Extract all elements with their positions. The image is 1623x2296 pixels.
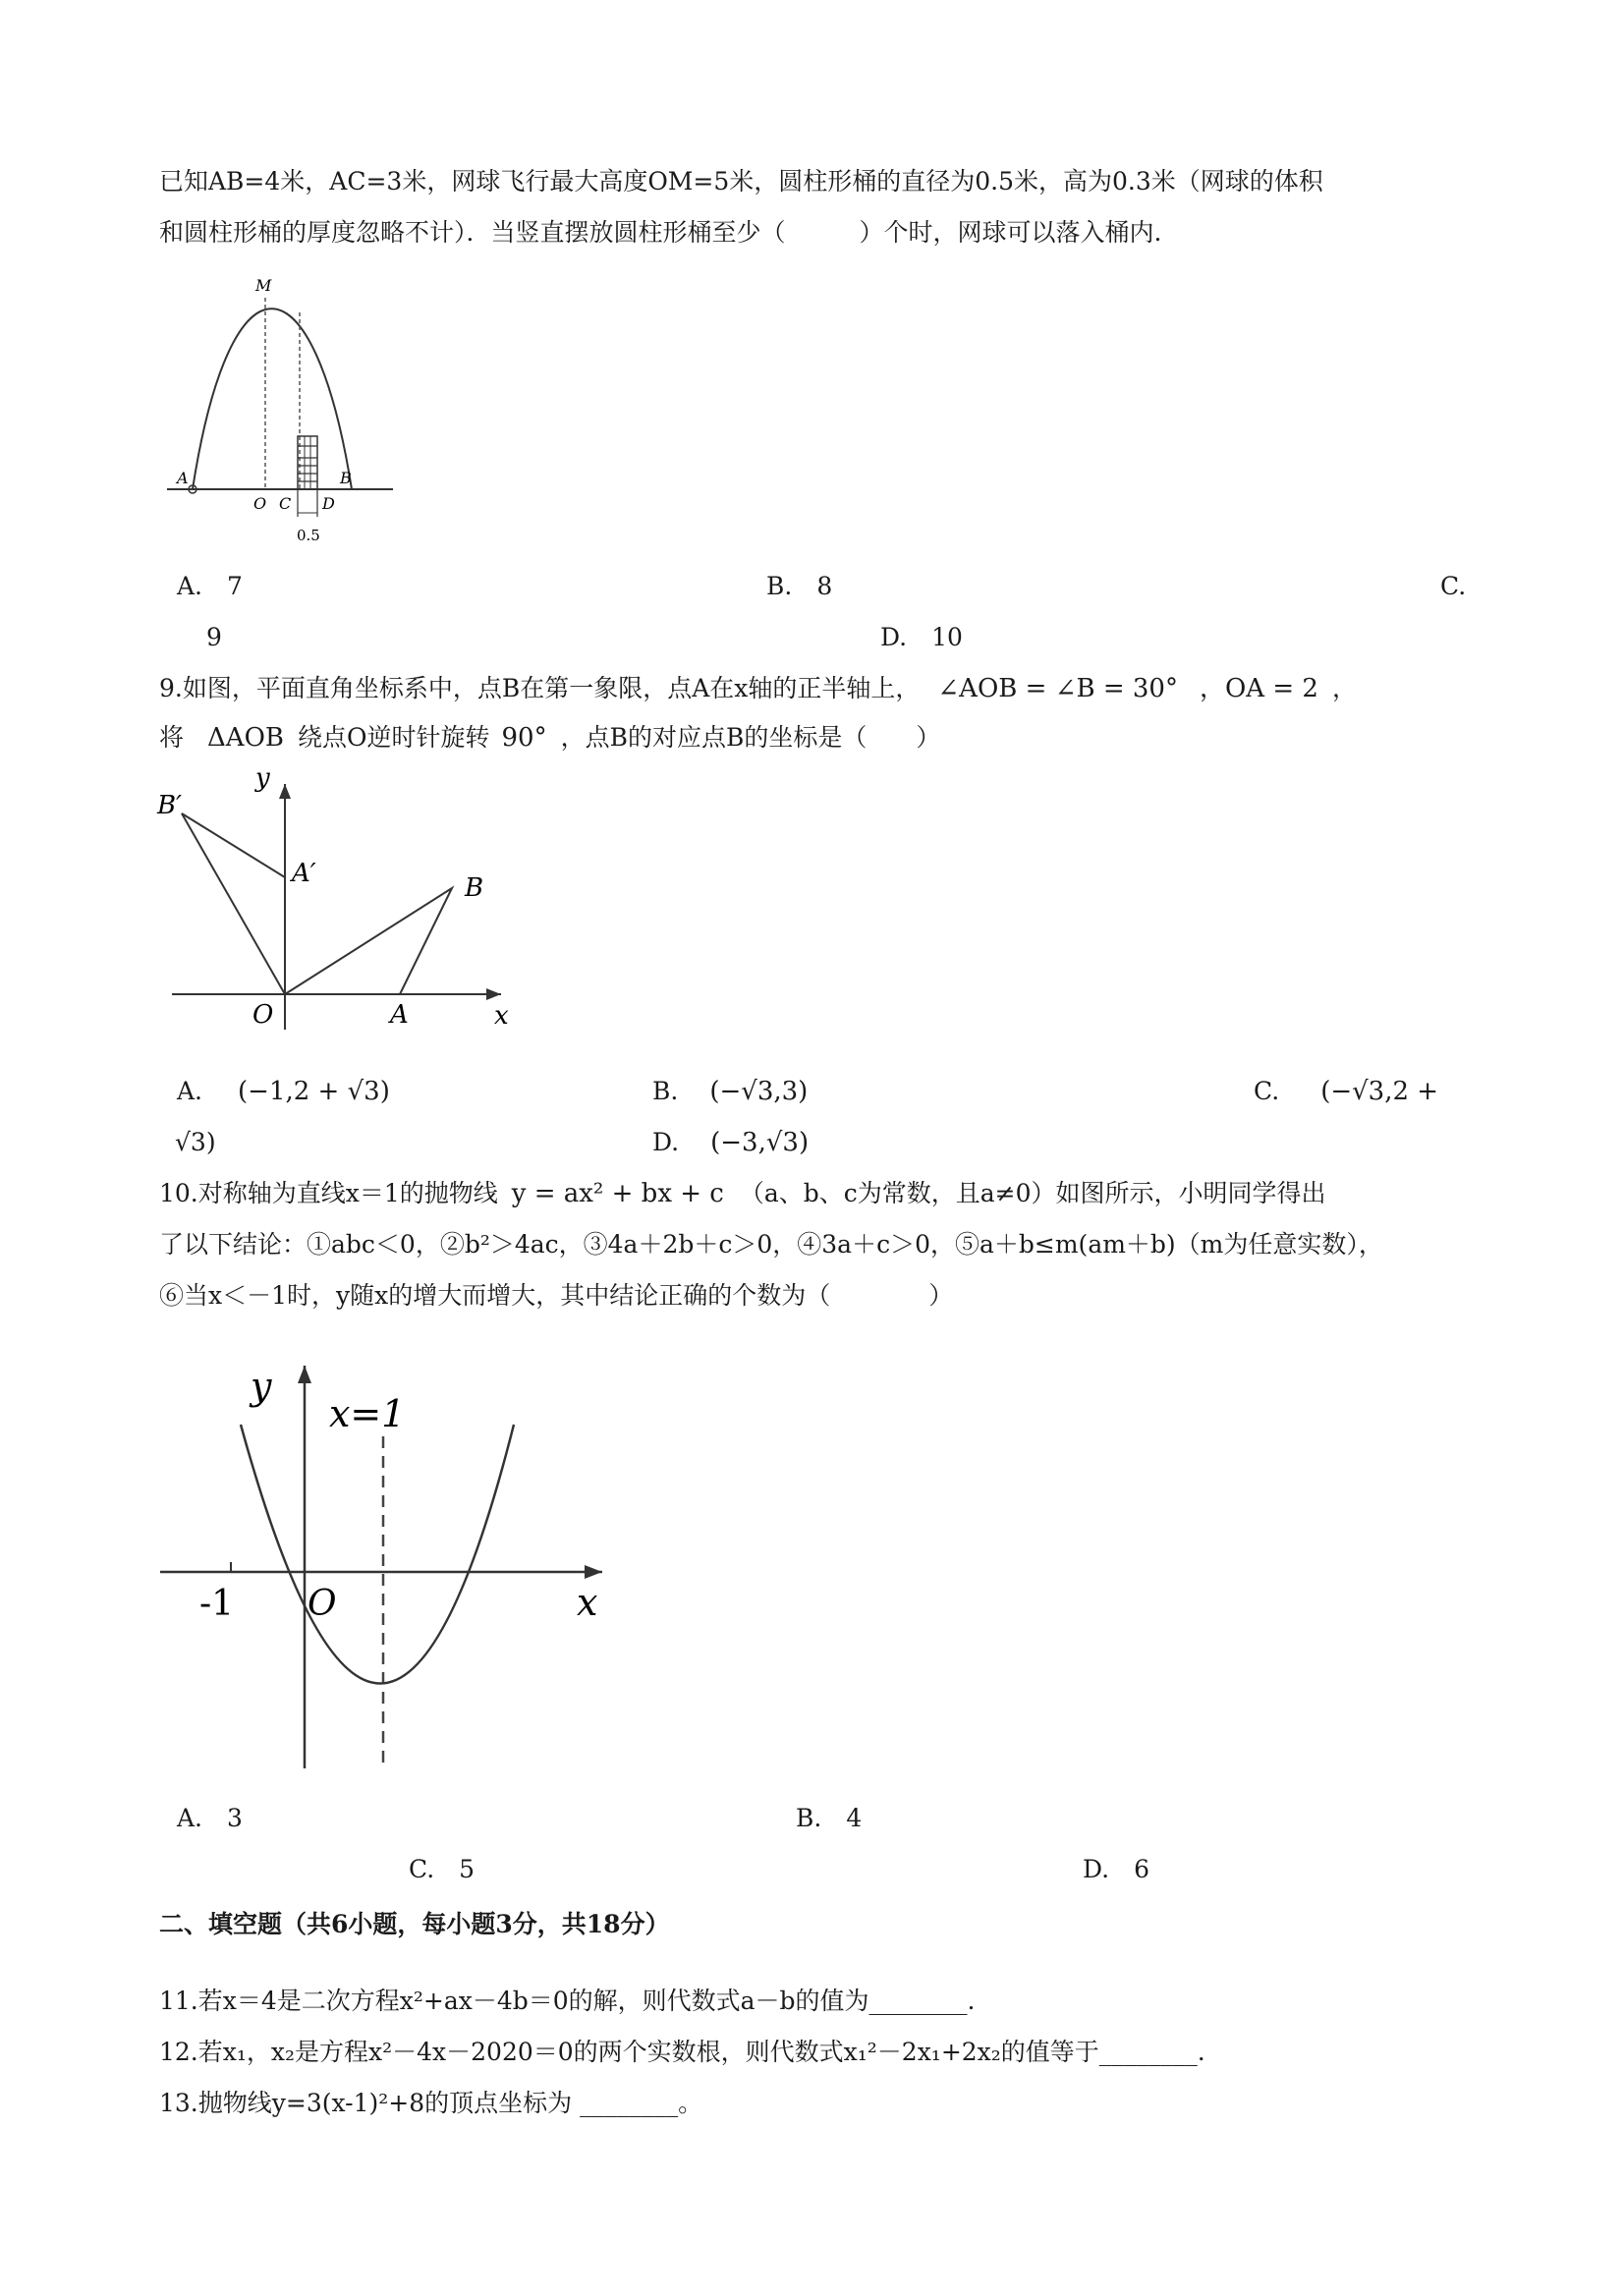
q9-triangle: ΔAOB	[207, 723, 284, 753]
q9-option-a-value: (−1,2 + √3)	[238, 1077, 390, 1106]
q12-text: 12.若x₁，x₂是方程x²－4x－2020＝0的两个实数根，则代数式x₁²－2x₁+2x₂的值等于________.	[159, 2038, 1205, 2066]
q8-option-c[interactable]: C.	[1440, 572, 1467, 600]
q8-label-O: O	[253, 494, 267, 513]
q10-equation: y = ax² + bx + c	[511, 1179, 724, 1208]
q10-text-line1	[159, 1179, 1326, 1208]
q9-text-1a: 9.如图，平面直角坐标系中，点B在第一象限，点A在x轴的正半轴上，	[159, 674, 921, 702]
q8-text-line2: 和圆柱形桶的厚度忽略不计）．当竖直摆放圆柱形桶至少（ ）个时，网球可以落入桶内.	[159, 218, 1162, 247]
q9-option-a[interactable]	[177, 1077, 390, 1106]
q13-text: 13.抛物线y=3(x-1)²+8的顶点坐标为 ________。	[159, 2089, 703, 2117]
q8-option-a[interactable]: A. 7	[177, 572, 243, 600]
q8-option-d[interactable]: D. 10	[880, 623, 963, 651]
q9-label-Ap: A′	[292, 859, 316, 888]
q9-text-2c: ，点B的对应点B的坐标是（ ）	[560, 723, 941, 752]
q9-option-d-value: (−3,√3)	[710, 1128, 810, 1157]
q9-label-B: B	[465, 873, 484, 903]
q10-option-a[interactable]: A. 3	[177, 1804, 243, 1832]
q10-label-y: y	[251, 1365, 272, 1408]
q9-text-line2	[159, 723, 940, 753]
q9-option-c-value: (−√3,2 +	[1320, 1077, 1439, 1106]
q9-text-2a: 将	[159, 723, 185, 752]
q10-label-O: O	[308, 1584, 337, 1624]
q9-option-a-label: A.	[177, 1077, 203, 1105]
q10-figure	[152, 1348, 624, 1780]
q9-degree: 90°	[501, 723, 547, 753]
q9-text-line1	[159, 674, 1357, 703]
q8-label-B: B	[340, 469, 352, 487]
q10-label-neg1: -1	[199, 1584, 235, 1624]
q9-label-Bp: B′	[157, 791, 183, 820]
q10-option-b[interactable]: B. 4	[796, 1804, 863, 1832]
q10-text-line3: ⑥当x＜－1时，y随x的增大而增大，其中结论正确的个数为（ ）	[159, 1281, 954, 1310]
q9-option-c[interactable]	[1254, 1077, 1438, 1106]
q9-option-b-label: B.	[652, 1077, 679, 1105]
q9-label-A: A	[390, 1000, 409, 1030]
q8-option-b[interactable]: B. 8	[766, 572, 833, 600]
q10-text-line2: 了以下结论：①abc＜0，②b²＞4ac，③4a＋2b＋c＞0，④3a＋c＞0，⑤a＋b≤m(am＋b)（m为任意实数），	[159, 1230, 1383, 1259]
q9-option-b-value: (−√3,3)	[709, 1077, 809, 1106]
q10-label-x: x	[577, 1581, 598, 1624]
q9-option-c-cont: √3)	[175, 1128, 216, 1156]
q8-label-A: A	[177, 469, 189, 487]
q8-label-D: D	[322, 494, 335, 513]
q9-option-c-label: C.	[1254, 1077, 1280, 1105]
q9-figure	[152, 763, 526, 1032]
q10-text-1a: 10.对称轴为直线x＝1的抛物线	[159, 1179, 498, 1207]
q9-label-O: O	[252, 1000, 274, 1030]
q9-label-y: y	[255, 763, 270, 793]
section-fill-in-title: 二、填空题（共6小题，每小题3分，共18分）	[159, 1910, 670, 1938]
q9-text-2b: 绕点O逆时针旋转	[298, 723, 490, 752]
q10-option-d[interactable]: D. 6	[1083, 1855, 1150, 1883]
q10-option-c[interactable]: C. 5	[409, 1855, 476, 1883]
q10-text-1b: （a、b、c为常数，且a≠0）如图所示，小明同学得出	[739, 1179, 1326, 1207]
q8-label-C: C	[279, 494, 292, 513]
q8-text-line1: 已知AB=4米，AC=3米，网球飞行最大高度OM=5米，圆柱形桶的直径为0.5米，高为0.3米（网球的体积	[159, 167, 1323, 196]
q9-label-x: x	[494, 1001, 509, 1031]
q9-eq-oa: ，OA = 2	[1199, 674, 1318, 703]
q8-label-M: M	[255, 276, 272, 295]
q8-figure	[157, 273, 403, 548]
q8-option-c-value: 9	[206, 623, 222, 651]
q8-label-width: 0.5	[297, 527, 320, 544]
q9-eq-angles: ∠AOB = ∠B = 30°	[937, 674, 1178, 703]
q11-text: 11.若x＝4是二次方程x²+ax－4b＝0的解，则代数式a－b的值为________.	[159, 1987, 976, 2015]
q9-option-d[interactable]	[652, 1128, 809, 1157]
q10-label-axis: x=1	[329, 1392, 406, 1435]
q9-option-d-label: D.	[652, 1128, 680, 1156]
q9-text-1b: ，	[1331, 674, 1357, 702]
q9-option-b[interactable]	[652, 1077, 808, 1106]
